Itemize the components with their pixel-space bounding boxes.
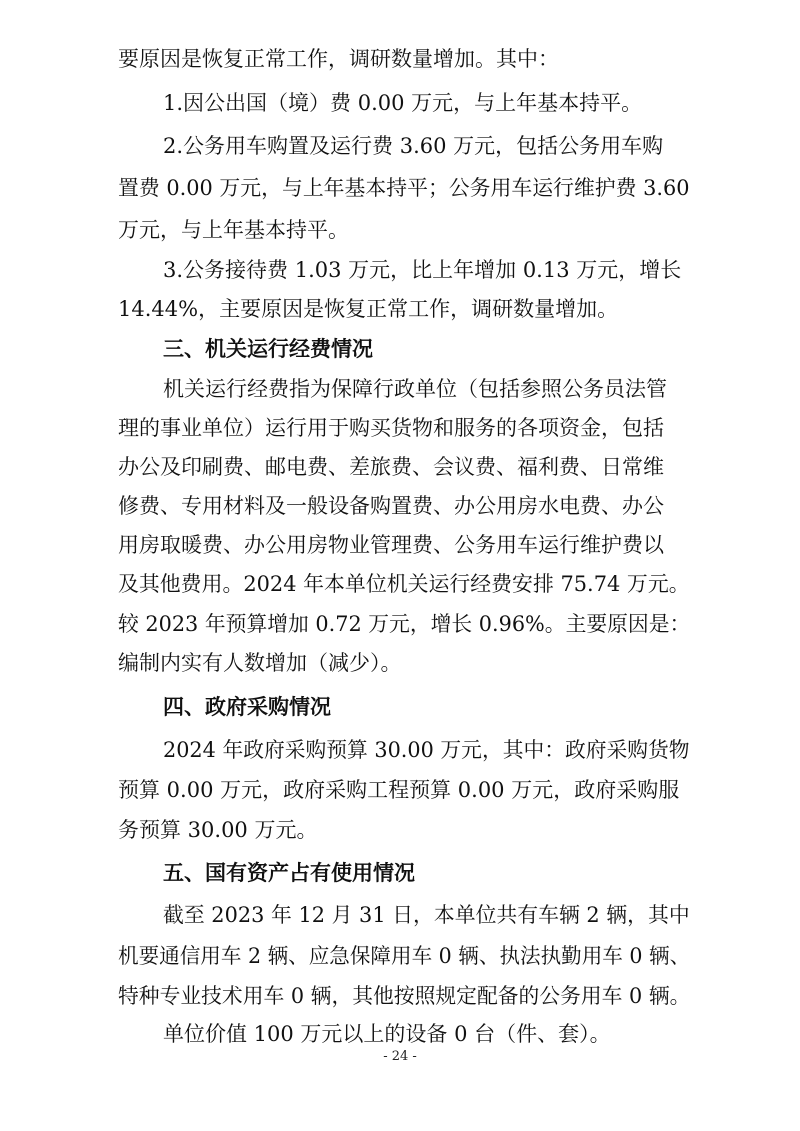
- paragraph-line: 特种专业技术用车 0 辆，其他按照规定配备的公务用车 0 辆。: [118, 984, 691, 1008]
- paragraph-line: 及其他费用。2024 年本单位机关运行经费安排 75.74 万元。: [118, 572, 690, 596]
- section-heading: 三、机关运行经费情况: [163, 337, 373, 361]
- paragraph-line: 单位价值 100 万元以上的设备 0 台（件、套）。: [163, 1022, 611, 1046]
- paragraph-line: 理的事业单位）运行用于购买货物和服务的各项资金，包括: [118, 416, 664, 440]
- paragraph-line: 用房取暖费、办公用房物业管理费、公务用车运行维护费以: [118, 533, 664, 557]
- paragraph-line: 机关运行经费指为保障行政单位（包括参照公务员法管: [163, 377, 667, 401]
- paragraph-line: 修费、专用材料及一般设备购置费、办公用房水电费、办公: [118, 494, 664, 518]
- paragraph-line: 较 2023 年预算增加 0.72 万元，增长 0.96%。主要原因是：: [118, 612, 691, 636]
- paragraph-line: 编制内实有人数增加（减少）。: [118, 651, 402, 675]
- paragraph-line: 务预算 30.00 万元。: [118, 818, 318, 842]
- page-number: - 24 -: [383, 1049, 417, 1064]
- paragraph-line: 14.44%，主要原因是恢复正常工作，调研数量增加。: [118, 297, 619, 321]
- paragraph-line: 1.因公出国（境）费 0.00 万元，与上年基本持平。: [163, 91, 643, 115]
- paragraph-line: 办公及印刷费、邮电费、差旅费、会议费、福利费、日常维: [118, 455, 664, 479]
- section-heading: 五、国有资产占有使用情况: [163, 861, 415, 885]
- paragraph-line: 机要通信用车 2 辆、应急保障用车 0 辆、执法执勤用车 0 辆、: [118, 944, 691, 968]
- paragraph-line: 3.公务接待费 1.03 万元，比上年增加 0.13 万元，增长: [163, 258, 682, 282]
- paragraph-line: 预算 0.00 万元，政府采购工程预算 0.00 万元，政府采购服: [118, 778, 680, 802]
- section-heading: 四、政府采购情况: [163, 695, 331, 719]
- paragraph-line: 万元，与上年基本持平。: [118, 218, 349, 242]
- paragraph-line: 2.公务用车购置及运行费 3.60 万元，包括公务用车购: [163, 134, 664, 158]
- paragraph-line: 置费 0.00 万元，与上年基本持平；公务用车运行维护费 3.60: [118, 176, 690, 200]
- paragraph-line: 2024 年政府采购预算 30.00 万元，其中：政府采购货物: [163, 738, 690, 762]
- paragraph-line: 要原因是恢复正常工作，调研数量增加。其中：: [118, 47, 559, 71]
- paragraph-line: 截至 2023 年 12 月 31 日，本单位共有车辆 2 辆，其中: [163, 903, 690, 927]
